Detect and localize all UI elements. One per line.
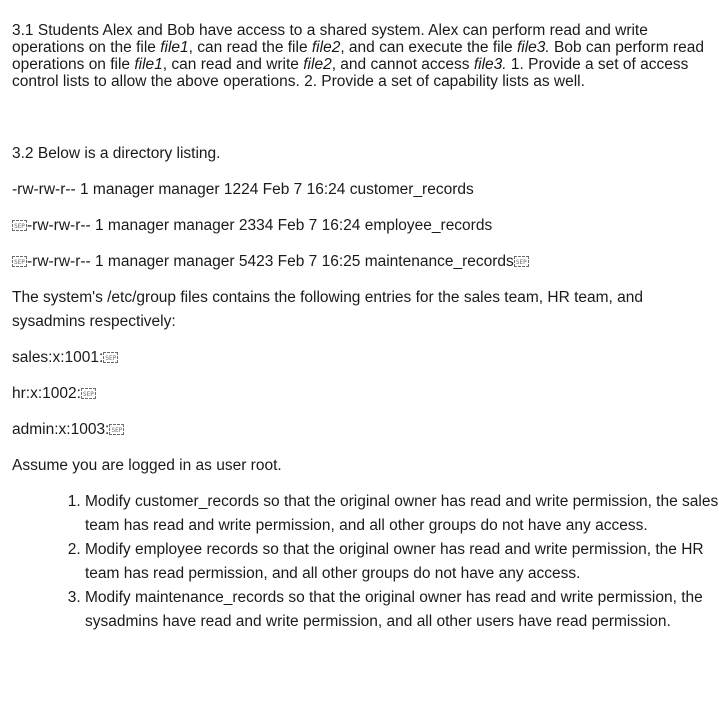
file3-ref: file3. <box>473 56 507 73</box>
file1-ref: file1 <box>160 39 189 56</box>
task-item-2: 2. Modify employee records so that the original owner has read and write permission, the HR team has read permission, and all other groups do not have any access. <box>85 538 719 586</box>
group-entry-text: admin:x:1003: <box>12 421 110 438</box>
listing-line-maintenance <box>12 250 529 274</box>
listing-text: -rw-rw-r-- 1 manager manager 1224 Feb 7 16:24 customer_records <box>12 181 474 198</box>
listing-text: -rw-rw-r-- 1 manager manager 2334 Feb 7 16:24 employee_records <box>27 217 493 234</box>
listing-text: -rw-rw-r-- 1 manager manager 5423 Feb 7 16:25 maintenance_records <box>27 253 514 270</box>
q31-text-6: , and cannot access <box>331 56 474 73</box>
question-3-2-intro: 3.2 Below is a directory listing. <box>12 145 221 162</box>
listing-line-customer <box>12 178 474 202</box>
q31-text-7: 1. Provide a set of access control lists to allow the above operations. 2. Provide a set of capability lists as well. <box>12 56 689 90</box>
group-entry-text: sales:x:1001: <box>12 349 104 366</box>
file3-ref: file3. <box>516 39 550 56</box>
sep-glyph-icon: SEP <box>81 388 96 399</box>
group-entry-sales <box>12 346 118 370</box>
q31-text-5: , can read and write <box>162 56 304 73</box>
q31-text-1: 3.1 Students Alex and Bob have access to a shared system. Alex can perform read and write operations on the file <box>12 22 648 56</box>
sep-glyph-icon: SEP <box>514 256 529 267</box>
q31-text-2: , can read the file <box>188 39 312 56</box>
question-3-1-paragraph <box>12 22 712 90</box>
file1-ref: file1 <box>134 56 163 73</box>
q31-text-3: , and can execute the file <box>340 39 517 56</box>
task-item-3: 3. Modify maintenance_records so that the original owner has read and write permission, the sysadmins have read and write permission, and all other users have read permission. <box>85 586 719 634</box>
group-entry-admin <box>12 418 124 442</box>
task-list <box>60 490 719 634</box>
sep-glyph-icon: SEP <box>109 424 124 435</box>
task-item-1: 1. Modify customer_records so that the original owner has read and write permission, the sales team has read and write permission, and all other groups do not have any access. <box>85 490 719 538</box>
group-intro-paragraph: The system's /etc/group files contains the following entries for the sales team, HR team, and sysadmins respectively: <box>12 289 644 330</box>
sep-glyph-icon: SEP <box>103 352 118 363</box>
file2-ref: file2 <box>311 39 341 56</box>
q31-text-4: Bob can perform read operations on file <box>12 39 704 73</box>
file2-ref: file2 <box>303 56 332 73</box>
listing-line-employee <box>12 214 492 238</box>
assume-root-text: Assume you are logged in as user root. <box>12 457 282 474</box>
group-entry-hr <box>12 382 96 406</box>
sep-glyph-icon: SEP <box>12 220 27 231</box>
group-entry-text: hr:x:1002: <box>12 385 81 402</box>
sep-glyph-icon: SEP <box>12 256 27 267</box>
